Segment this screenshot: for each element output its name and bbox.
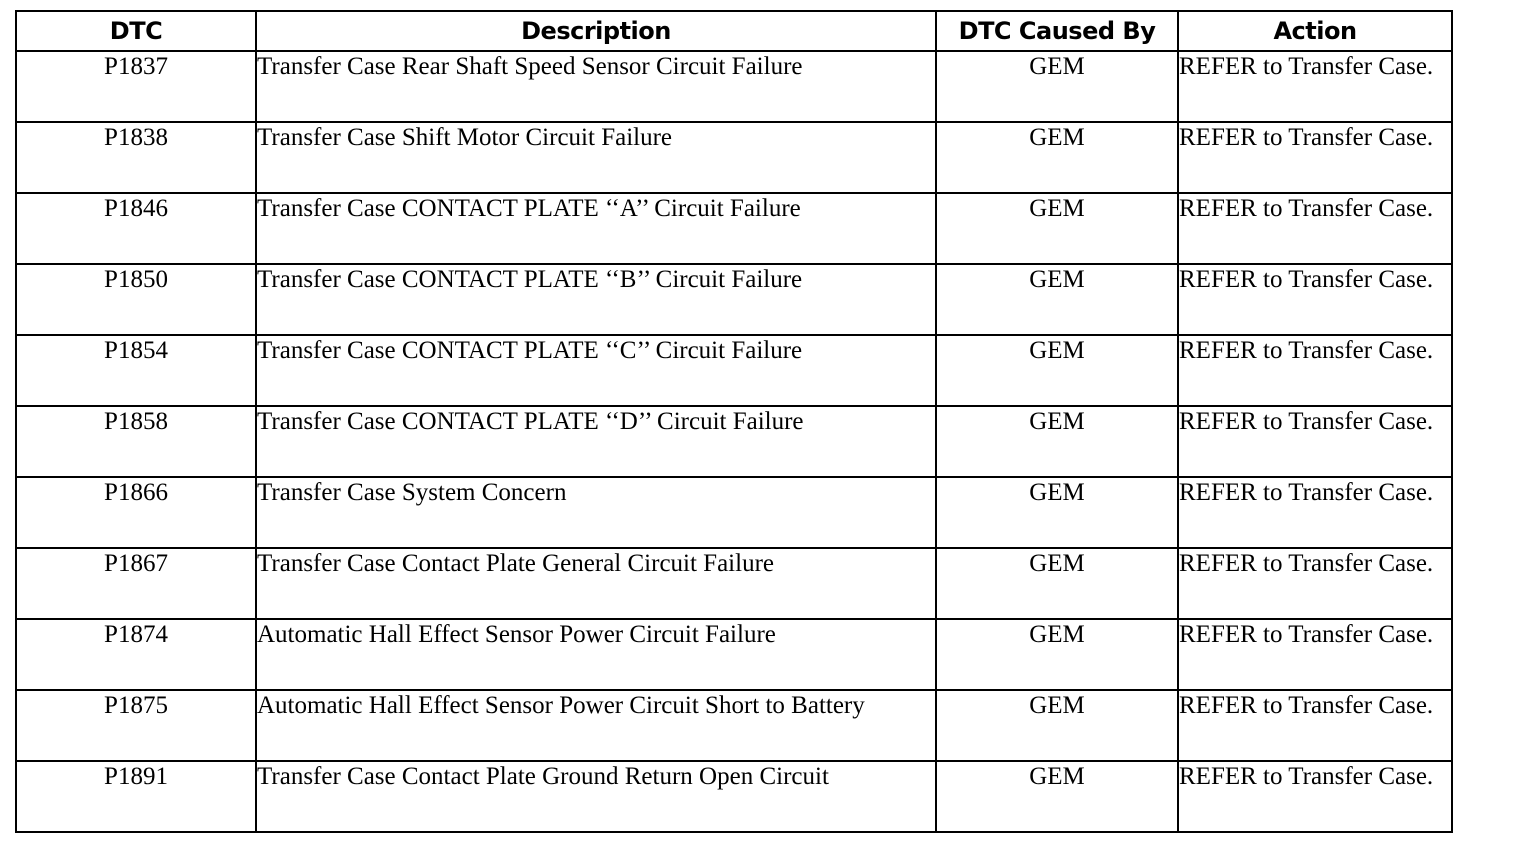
dtc-caused-by: GEM xyxy=(936,193,1178,264)
dtc-caused-by: GEM xyxy=(936,690,1178,761)
dtc-code: P1854 xyxy=(16,335,256,406)
dtc-code: P1846 xyxy=(16,193,256,264)
table-row xyxy=(16,406,1452,477)
dtc-caused-by: GEM xyxy=(936,761,1178,832)
table-row xyxy=(16,264,1452,335)
action-text: REFER to Transfer Case. xyxy=(1179,550,1434,577)
dtc-code: P1858 xyxy=(16,406,256,477)
header-description: Description xyxy=(256,11,936,51)
dtc-description: Transfer Case CONTACT PLATE ‘‘B’’ Circuit Failure xyxy=(256,264,936,335)
dtc-code: P1874 xyxy=(16,619,256,690)
dtc-caused-by: GEM xyxy=(936,477,1178,548)
dtc-caused-by: GEM xyxy=(936,335,1178,406)
dtc-description: Transfer Case Contact Plate Ground Return Open Circuit xyxy=(256,761,936,832)
header-row xyxy=(16,11,1452,51)
header-dtc-caused-by: DTC Caused By xyxy=(936,11,1178,51)
action-text: REFER to Transfer Case. xyxy=(1179,124,1434,151)
dtc-action xyxy=(1178,548,1452,619)
action-text: REFER to Transfer Case. xyxy=(1179,692,1434,719)
dtc-caused-by: GEM xyxy=(936,548,1178,619)
dtc-caused-by: GEM xyxy=(936,122,1178,193)
dtc-description: Transfer Case System Concern xyxy=(256,477,936,548)
dtc-description: Transfer Case CONTACT PLATE ‘‘D’’ Circuit Failure xyxy=(256,406,936,477)
dtc-code: P1866 xyxy=(16,477,256,548)
dtc-action xyxy=(1178,122,1452,193)
action-text: REFER to Transfer Case. xyxy=(1179,479,1434,506)
dtc-table xyxy=(15,10,1453,833)
dtc-caused-by: GEM xyxy=(936,619,1178,690)
dtc-description: Automatic Hall Effect Sensor Power Circuit Short to Battery xyxy=(256,690,936,761)
dtc-action xyxy=(1178,406,1452,477)
dtc-code: P1838 xyxy=(16,122,256,193)
dtc-description: Transfer Case Contact Plate General Circuit Failure xyxy=(256,548,936,619)
dtc-code: P1850 xyxy=(16,264,256,335)
dtc-code: P1867 xyxy=(16,548,256,619)
dtc-caused-by: GEM xyxy=(936,406,1178,477)
table-row xyxy=(16,761,1452,832)
dtc-description: Transfer Case CONTACT PLATE ‘‘C’’ Circuit Failure xyxy=(256,335,936,406)
dtc-code: P1837 xyxy=(16,51,256,122)
action-text: REFER to Transfer Case. xyxy=(1179,266,1434,293)
dtc-action xyxy=(1178,193,1452,264)
table-row xyxy=(16,548,1452,619)
dtc-description: Transfer Case Shift Motor Circuit Failure xyxy=(256,122,936,193)
dtc-action xyxy=(1178,477,1452,548)
table-body xyxy=(16,51,1452,832)
table-row xyxy=(16,690,1452,761)
action-text: REFER to Transfer Case. xyxy=(1179,195,1434,222)
table-row xyxy=(16,51,1452,122)
table-row xyxy=(16,477,1452,548)
action-text: REFER to Transfer Case. xyxy=(1179,408,1434,435)
dtc-action xyxy=(1178,264,1452,335)
table-row xyxy=(16,193,1452,264)
table-header xyxy=(16,11,1452,51)
dtc-caused-by: GEM xyxy=(936,51,1178,122)
dtc-action xyxy=(1178,690,1452,761)
table-row xyxy=(16,619,1452,690)
action-text: REFER to Transfer Case. xyxy=(1179,621,1434,648)
header-action: Action xyxy=(1178,11,1452,51)
dtc-action xyxy=(1178,335,1452,406)
dtc-code: P1891 xyxy=(16,761,256,832)
table-row xyxy=(16,122,1452,193)
action-text: REFER to Transfer Case. xyxy=(1179,763,1434,790)
dtc-action xyxy=(1178,619,1452,690)
dtc-description: Transfer Case CONTACT PLATE ‘‘A’’ Circuit Failure xyxy=(256,193,936,264)
action-text: REFER to Transfer Case. xyxy=(1179,53,1434,80)
dtc-action xyxy=(1178,51,1452,122)
table-row xyxy=(16,335,1452,406)
header-dtc: DTC xyxy=(16,11,256,51)
dtc-description: Transfer Case Rear Shaft Speed Sensor Circuit Failure xyxy=(256,51,936,122)
action-text: REFER to Transfer Case. xyxy=(1179,337,1434,364)
dtc-caused-by: GEM xyxy=(936,264,1178,335)
dtc-action xyxy=(1178,761,1452,832)
dtc-code: P1875 xyxy=(16,690,256,761)
dtc-description: Automatic Hall Effect Sensor Power Circuit Failure xyxy=(256,619,936,690)
